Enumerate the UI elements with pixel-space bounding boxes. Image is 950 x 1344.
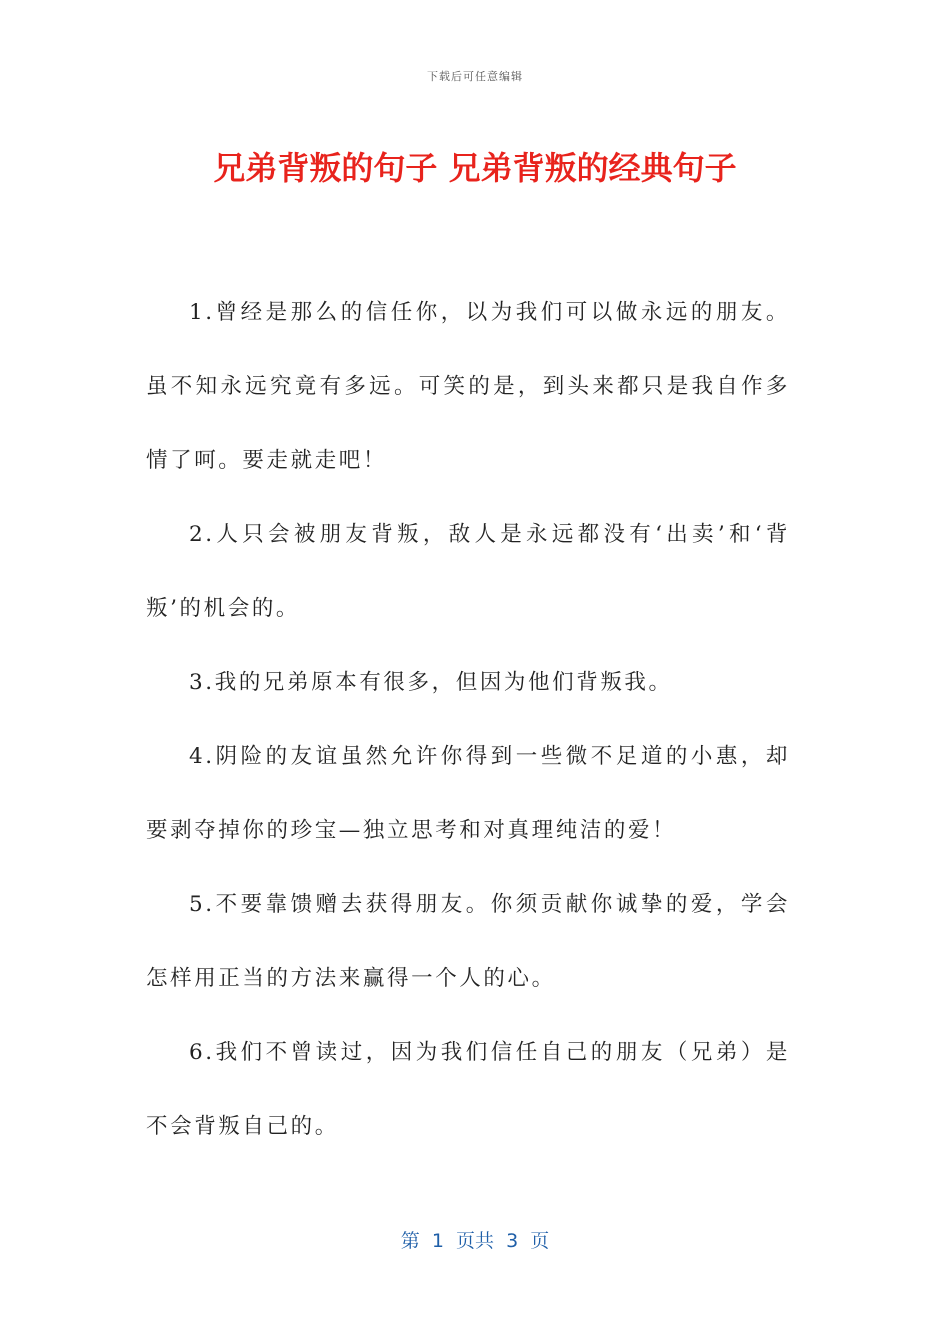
page-number-footer: 第 1 页共 3 页: [400, 1230, 550, 1252]
paragraph-3: 3.我的兄弟原本有很多，但因为他们背叛我。: [189, 670, 673, 695]
paragraph-2: 2.人只会被朋友背叛，敌人是永远都没有‘出卖’和‘背叛’的机会的。: [146, 522, 790, 621]
header-note: 下载后可任意编辑: [427, 70, 523, 83]
paragraph-5: 5.不要靠馈赠去获得朋友。你须贡献你诚挚的爱，学会怎样用正当的方法来赢得一个人的心。: [146, 892, 790, 991]
paragraph-4: 4.阴险的友谊虽然允许你得到一些微不足道的小惠，却要剥夺掉你的珍宝—独立思考和对真理纯洁的爱！: [146, 744, 790, 843]
document-title: 兄弟背叛的句子 兄弟背叛的经典句子: [213, 149, 737, 187]
document-body: [146, 276, 790, 1164]
paragraph-1: 1.曾经是那么的信任你，以为我们可以做永远的朋友。虽不知永远究竟有多远。可笑的是，到头来都只是我自作多情了呵。要走就走吧！: [146, 300, 790, 473]
paragraph-6: 6.我们不曾读过，因为我们信任自己的朋友（兄弟）是不会背叛自己的。: [146, 1040, 790, 1139]
